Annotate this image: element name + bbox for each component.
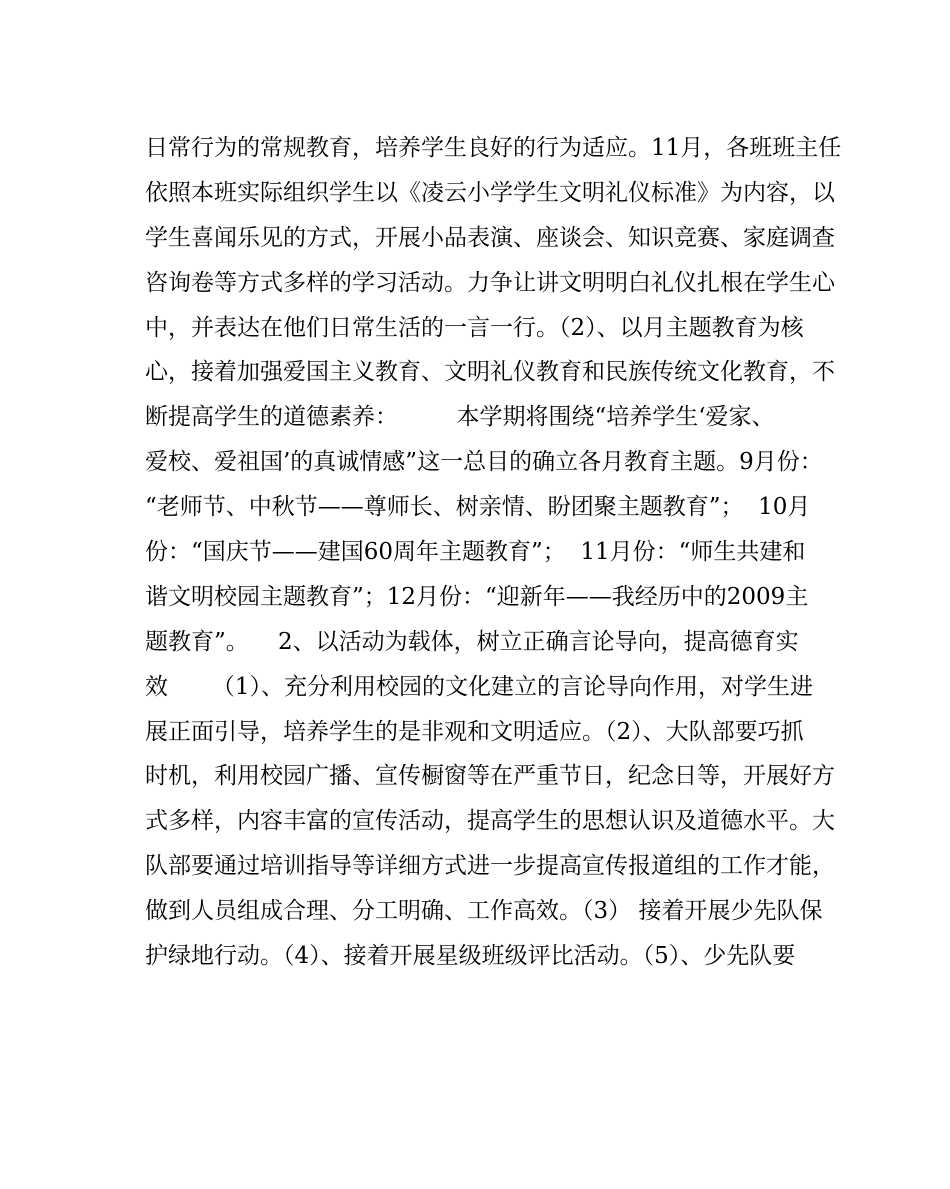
text-line: 题教育”。 2、以活动为载体，树立正确言论导向，提高德育实: [145, 628, 799, 655]
text-line: 咨询卷等方式多样的学习活动。力争让讲文明明白礼仪扎根在学生心: [145, 269, 835, 296]
text-line: 做到人员组成合理、分工明确、工作高效。（3） 接着开展少先队保: [145, 898, 823, 925]
text-line: 中，并表达在他们日常生活的一言一行。（2）、以月主题教育为核: [145, 314, 804, 341]
text-line: 展正面引导，培养学生的是非观和文明适应。（2）、大队部要巧抓: [145, 718, 804, 745]
text-line: 谐文明校园主题教育”；12月份：“迎新年——我经历中的2009主: [145, 583, 809, 610]
text-line: 队部要通过培训指导等详细方式进一步提高宣传报道组的工作才能，: [145, 853, 835, 880]
text-line: 断提高学生的道德素养： 本学期将围绕“培养学生‘爱家、: [145, 404, 775, 431]
text-line: 护绿地行动。（4）、接着开展星级班级评比活动。（5）、少先队要: [145, 943, 796, 970]
body-text: [145, 126, 842, 979]
text-line: 爱校、爱祖国’的真诚情感”这一总目的确立各月教育主题。9月份：: [145, 449, 823, 476]
text-line: 依照本班实际组织学生以《凌云小学学生文明礼仪标准》为内容，以: [145, 179, 835, 206]
text-line: 心，接着加强爱国主义教育、文明礼仪教育和民族传统文化教育，不: [145, 359, 835, 386]
text-line: “老师节、中秋节——尊师长、树亲情、盼团聚主题教育”； 10月: [145, 494, 811, 521]
text-line: 时机，利用校园广播、宣传橱窗等在严重节日，纪念日等，开展好方: [145, 763, 835, 790]
text-line: 学生喜闻乐见的方式，开展小品表演、座谈会、知识竞赛、家庭调查: [145, 224, 835, 251]
text-line: 效 （1）、充分利用校园的文化建立的言论导向作用，对学生进: [145, 673, 813, 700]
text-line: 日常行为的常规教育，培养学生良好的行为适应。11月，各班班主任: [145, 135, 842, 161]
text-line: 式多样，内容丰富的宣传活动，提高学生的思想认识及道德水平。大: [145, 808, 835, 835]
text-line: 份：“国庆节——建国60周年主题教育”； 11月份：“师生共建和: [145, 539, 806, 566]
